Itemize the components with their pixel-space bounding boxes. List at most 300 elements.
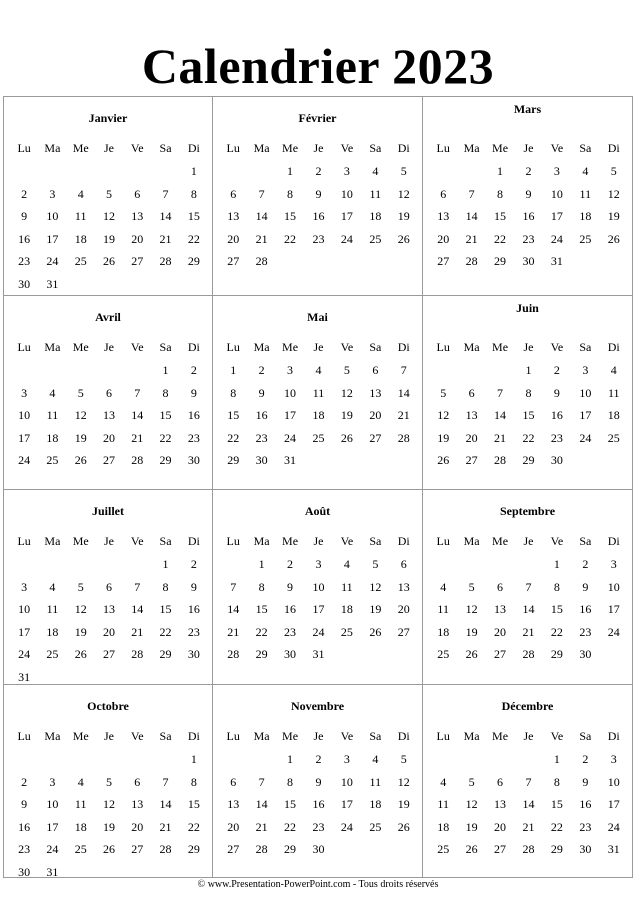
day-cell — [67, 557, 95, 580]
day-cell: 7 — [230, 579, 237, 594]
day-cell: 4 — [372, 752, 379, 766]
day-cell: 26 — [465, 647, 478, 661]
day-cell: 4 — [440, 774, 447, 789]
weekday-label: Sa — [369, 729, 382, 743]
week-row — [429, 820, 628, 843]
day-cell: 8 — [525, 385, 532, 400]
day-cell: 11 — [74, 209, 87, 223]
day-cell: 7 — [258, 186, 265, 201]
day-cell: 9 — [21, 209, 28, 223]
day-cell: 3 — [582, 363, 589, 377]
weekday-label: Di — [607, 534, 620, 548]
day-cell: 17 — [340, 797, 353, 811]
day-cell: 3 — [287, 363, 294, 377]
day-cell: 16 — [18, 819, 31, 834]
day-cell: 22 — [522, 430, 535, 445]
day-cell: 6 — [230, 186, 237, 201]
weekday-label: Lu — [436, 141, 450, 155]
day-cell: 16 — [255, 408, 268, 422]
month-name: Décembre — [501, 699, 554, 713]
week-row — [10, 209, 208, 232]
week-row — [10, 453, 208, 476]
day-cell: 4 — [372, 164, 379, 178]
day-cell: 24 — [340, 819, 353, 834]
weekday-label: Lu — [436, 729, 450, 743]
day-cell: 25 — [312, 430, 325, 445]
day-cell: 19 — [465, 624, 478, 639]
day-cell: 1 — [190, 164, 197, 178]
day-cell: 31 — [284, 453, 297, 467]
day-cell: 7 — [400, 363, 407, 377]
weekday-label: Ma — [44, 340, 61, 354]
day-cell: 21 — [494, 430, 507, 445]
day-cell — [10, 557, 38, 580]
day-cell: 25 — [369, 231, 382, 246]
day-cell: 29 — [284, 842, 297, 856]
day-cell: 14 — [397, 385, 410, 400]
day-cell: 26 — [465, 842, 478, 856]
day-cell: 13 — [227, 797, 240, 811]
day-cell: 7 — [525, 774, 532, 789]
day-cell — [361, 453, 389, 476]
month-name: Février — [298, 111, 337, 125]
day-cell: 13 — [397, 579, 410, 594]
day-cell: 13 — [131, 209, 144, 223]
weekday-label: Lu — [226, 340, 240, 354]
day-cell: 18 — [340, 602, 353, 616]
day-cell: 27 — [494, 647, 507, 661]
week-row — [10, 842, 208, 865]
day-cell: 8 — [287, 774, 294, 789]
day-cell: 30 — [18, 276, 31, 291]
month-name: Octobre — [87, 699, 129, 713]
day-cell: 12 — [397, 186, 410, 201]
day-cell: 5 — [400, 164, 407, 178]
day-cell: 26 — [102, 254, 115, 268]
weeks-list — [429, 363, 628, 476]
week-row — [219, 408, 418, 431]
day-cell: 8 — [230, 385, 237, 400]
week-row — [219, 647, 418, 670]
day-cell: 1 — [162, 363, 169, 377]
day-cell: 6 — [134, 186, 141, 201]
day-cell: 13 — [227, 209, 240, 223]
weekday-header — [10, 534, 208, 548]
day-cell: 9 — [582, 774, 589, 789]
day-cell: 3 — [343, 164, 350, 178]
day-cell: 25 — [74, 254, 87, 268]
weekday-label: Di — [187, 340, 200, 354]
weekday-label: Ma — [253, 729, 270, 743]
day-cell: 14 — [522, 797, 535, 811]
day-cell: 13 — [437, 209, 450, 223]
month-name: Avril — [95, 310, 121, 324]
day-cell: 30 — [550, 453, 563, 467]
day-cell: 30 — [187, 647, 200, 661]
day-cell: 25 — [437, 647, 450, 661]
weekday-label: Sa — [369, 141, 382, 155]
day-cell: 28 — [494, 453, 507, 467]
week-row — [219, 164, 418, 187]
day-cell — [333, 842, 361, 865]
day-cell: 21 — [131, 430, 144, 445]
day-cell: 8 — [190, 774, 197, 789]
weekday-label: Ma — [253, 534, 270, 548]
weekday-label: Me — [72, 729, 89, 743]
day-cell: 2 — [525, 164, 532, 178]
weekday-label: Je — [103, 534, 114, 548]
day-cell: 3 — [610, 557, 617, 571]
day-cell: 15 — [284, 797, 297, 811]
day-cell: 12 — [74, 602, 87, 616]
week-row — [219, 187, 418, 210]
weeks-list — [10, 557, 208, 692]
day-cell — [10, 752, 38, 775]
month-block — [4, 490, 213, 685]
day-cell: 30 — [522, 254, 535, 268]
day-cell: 17 — [18, 624, 31, 639]
day-cell: 8 — [190, 186, 197, 201]
day-cell: 30 — [187, 453, 200, 467]
day-cell — [304, 254, 332, 277]
day-cell: 21 — [522, 819, 535, 834]
day-cell: 18 — [46, 430, 59, 445]
day-cell: 14 — [255, 209, 268, 223]
day-cell: 3 — [610, 752, 617, 766]
day-cell: 18 — [312, 408, 325, 422]
day-cell — [390, 842, 418, 865]
day-cell: 25 — [369, 819, 382, 834]
day-cell: 24 — [607, 624, 620, 639]
day-cell: 6 — [134, 774, 141, 789]
weekday-label: Di — [607, 729, 620, 743]
day-cell: 2 — [582, 557, 589, 571]
day-cell: 11 — [437, 602, 449, 616]
day-cell: 22 — [227, 430, 240, 445]
week-row — [10, 363, 208, 386]
day-cell: 3 — [21, 579, 28, 594]
weekday-label: Je — [313, 729, 324, 743]
day-cell: 9 — [190, 579, 197, 594]
day-cell: 22 — [187, 819, 200, 834]
weekday-label: Di — [397, 340, 410, 354]
day-cell: 28 — [255, 254, 268, 268]
day-cell — [10, 164, 38, 187]
day-cell: 27 — [494, 842, 507, 856]
day-cell: 6 — [440, 186, 447, 201]
day-cell: 19 — [437, 430, 450, 445]
day-cell: 15 — [255, 602, 268, 616]
day-cell — [38, 557, 66, 580]
day-cell: 11 — [579, 186, 592, 201]
day-cell: 23 — [550, 430, 563, 445]
day-cell: 19 — [607, 209, 620, 223]
weekday-label: Je — [103, 729, 114, 743]
weekday-label: Ve — [340, 141, 354, 155]
day-cell: 5 — [343, 363, 350, 377]
day-cell: 7 — [497, 385, 504, 400]
day-cell: 7 — [525, 579, 532, 594]
day-cell: 8 — [287, 186, 294, 201]
month-block — [4, 97, 213, 296]
day-cell — [390, 254, 418, 277]
day-cell: 22 — [159, 624, 172, 639]
day-cell: 26 — [74, 647, 87, 661]
day-cell: 5 — [440, 385, 447, 400]
day-cell: 4 — [582, 164, 589, 178]
day-cell: 18 — [607, 408, 620, 422]
day-cell: 26 — [437, 453, 450, 467]
day-cell: 27 — [102, 647, 115, 661]
weekday-label: Me — [492, 729, 509, 743]
weekday-header — [219, 340, 418, 354]
day-cell: 5 — [105, 774, 112, 789]
weekday-label: Je — [523, 729, 534, 743]
week-row — [10, 431, 208, 454]
weeks-list — [219, 164, 418, 277]
weeks-list — [429, 557, 628, 670]
week-row — [429, 431, 628, 454]
day-cell: 29 — [187, 842, 200, 856]
day-cell — [219, 557, 247, 580]
day-cell: 3 — [343, 752, 350, 766]
day-cell — [361, 842, 389, 865]
week-row — [429, 363, 628, 386]
day-cell: 10 — [607, 579, 620, 594]
day-cell: 6 — [105, 579, 112, 594]
month-name: Janvier — [88, 111, 128, 125]
day-cell: 21 — [465, 231, 478, 246]
weekday-label: Ve — [130, 534, 144, 548]
weeks-list — [10, 164, 208, 299]
day-cell: 29 — [550, 842, 563, 856]
week-row — [429, 254, 628, 277]
day-cell: 23 — [579, 624, 592, 639]
month-name: Juillet — [92, 504, 124, 518]
day-cell: 16 — [18, 231, 31, 246]
day-cell: 15 — [159, 408, 172, 422]
day-cell: 16 — [312, 797, 325, 811]
day-cell: 15 — [187, 209, 200, 223]
day-cell: 27 — [227, 254, 240, 268]
day-cell: 13 — [494, 602, 507, 616]
day-cell — [457, 752, 485, 775]
week-row — [219, 820, 418, 843]
day-cell: 1 — [287, 752, 294, 766]
day-cell: 18 — [437, 624, 450, 639]
weekday-label: Sa — [369, 340, 382, 354]
day-cell: 14 — [159, 209, 172, 223]
copyright-footer: © www.Presentation-PowerPoint.com - Tous droits réservés — [197, 879, 439, 890]
day-cell: 12 — [74, 408, 87, 422]
day-cell: 9 — [258, 385, 265, 400]
day-cell: 17 — [18, 430, 31, 445]
day-cell: 26 — [74, 453, 87, 467]
day-cell: 28 — [255, 842, 268, 856]
week-row — [219, 254, 418, 277]
day-cell: 4 — [440, 579, 447, 594]
weekday-header — [219, 729, 418, 743]
day-cell: 11 — [607, 385, 620, 400]
day-cell: 18 — [369, 209, 382, 223]
day-cell: 6 — [105, 385, 112, 400]
day-cell: 24 — [607, 819, 620, 834]
day-cell: 19 — [102, 231, 115, 246]
day-cell: 27 — [102, 453, 115, 467]
day-cell — [429, 363, 457, 386]
day-cell: 3 — [49, 186, 56, 201]
day-cell: 16 — [284, 602, 297, 616]
day-cell: 16 — [522, 209, 535, 223]
day-cell: 5 — [77, 385, 84, 400]
day-cell: 25 — [607, 430, 620, 445]
week-row — [429, 187, 628, 210]
day-cell: 8 — [553, 774, 560, 789]
day-cell: 4 — [610, 363, 617, 377]
weekday-label: Sa — [159, 340, 172, 354]
day-cell: 7 — [162, 186, 169, 201]
weekday-label: Ve — [550, 729, 564, 743]
day-cell: 9 — [315, 774, 322, 789]
day-cell: 13 — [102, 408, 115, 422]
day-cell: 8 — [497, 186, 504, 201]
weekday-label: Di — [187, 534, 200, 548]
day-cell: 12 — [369, 579, 382, 594]
day-cell: 6 — [497, 774, 504, 789]
day-cell — [571, 453, 599, 476]
day-cell: 23 — [18, 842, 31, 856]
weekday-label: Sa — [159, 141, 172, 155]
weekday-header — [10, 340, 208, 354]
day-cell: 2 — [190, 363, 197, 377]
day-cell — [486, 557, 514, 580]
day-cell — [247, 752, 275, 775]
day-cell: 17 — [284, 408, 297, 422]
weekday-label: Ve — [550, 340, 564, 354]
day-cell: 17 — [340, 209, 353, 223]
month-block — [4, 296, 213, 490]
day-cell — [429, 557, 457, 580]
day-cell: 4 — [49, 579, 56, 594]
month-name: Mars — [513, 102, 542, 116]
weekday-label: Di — [187, 729, 200, 743]
day-cell: 26 — [369, 624, 382, 639]
day-cell — [247, 164, 275, 187]
day-cell: 28 — [131, 647, 144, 661]
day-cell: 30 — [579, 647, 592, 661]
day-cell: 28 — [227, 647, 240, 661]
day-cell: 14 — [494, 408, 507, 422]
day-cell: 20 — [131, 231, 144, 246]
day-cell: 22 — [187, 231, 200, 246]
day-cell — [361, 254, 389, 277]
day-cell: 14 — [159, 797, 172, 811]
day-cell: 29 — [550, 647, 563, 661]
day-cell: 22 — [550, 624, 563, 639]
day-cell: 1 — [553, 557, 560, 571]
day-cell: 26 — [102, 842, 115, 856]
weekday-label: Lu — [17, 729, 31, 743]
month-block — [213, 296, 423, 490]
day-cell: 1 — [497, 164, 504, 178]
month-block — [423, 685, 632, 877]
day-cell: 30 — [284, 647, 297, 661]
day-cell — [95, 164, 123, 187]
day-cell: 20 — [131, 819, 144, 834]
day-cell: 31 — [550, 254, 563, 268]
month-block — [423, 490, 632, 685]
weekday-label: Me — [72, 340, 89, 354]
day-cell — [38, 164, 66, 187]
day-cell: 15 — [550, 797, 563, 811]
week-row — [429, 797, 628, 820]
week-row — [429, 602, 628, 625]
day-cell: 24 — [579, 430, 592, 445]
day-cell: 5 — [468, 774, 475, 789]
month-block — [213, 685, 423, 877]
day-cell: 24 — [18, 453, 31, 467]
day-cell: 28 — [159, 842, 172, 856]
day-cell: 18 — [74, 819, 87, 834]
day-cell: 18 — [74, 231, 87, 246]
weekday-label: Sa — [579, 534, 592, 548]
day-cell: 9 — [21, 797, 28, 811]
week-row — [10, 557, 208, 580]
day-cell: 23 — [187, 430, 200, 445]
weekday-header — [429, 534, 628, 548]
day-cell: 11 — [46, 408, 59, 422]
day-cell: 2 — [287, 557, 294, 571]
day-cell — [457, 363, 485, 386]
day-cell: 10 — [284, 385, 297, 400]
day-cell: 10 — [607, 774, 620, 789]
day-cell: 29 — [255, 647, 268, 661]
day-cell: 12 — [437, 408, 450, 422]
weekday-label: Lu — [436, 340, 450, 354]
weekday-label: Ma — [44, 534, 61, 548]
weekday-label: Lu — [17, 340, 31, 354]
month-block — [213, 97, 423, 296]
day-cell: 5 — [610, 164, 617, 178]
day-cell: 19 — [465, 819, 478, 834]
day-cell: 24 — [18, 647, 31, 661]
day-cell: 8 — [553, 579, 560, 594]
weekday-label: Me — [282, 534, 299, 548]
weekday-label: Sa — [159, 729, 172, 743]
day-cell: 16 — [312, 209, 325, 223]
day-cell: 12 — [397, 774, 410, 789]
day-cell: 31 — [18, 669, 31, 684]
day-cell: 26 — [607, 231, 620, 246]
weekday-label: Lu — [226, 141, 240, 155]
day-cell: 28 — [397, 430, 410, 445]
day-cell: 23 — [284, 624, 297, 639]
week-row — [429, 164, 628, 187]
weeks-list — [429, 752, 628, 865]
day-cell: 23 — [579, 819, 592, 834]
day-cell: 21 — [397, 408, 410, 422]
day-cell: 17 — [46, 819, 59, 834]
weekday-label: Di — [187, 141, 200, 155]
day-cell: 31 — [46, 864, 59, 879]
day-cell: 13 — [102, 602, 115, 616]
weekday-label: Me — [72, 141, 89, 155]
day-cell: 17 — [607, 602, 620, 616]
day-cell: 29 — [159, 647, 172, 661]
weekday-label: Ve — [130, 729, 144, 743]
weekday-label: Je — [103, 340, 114, 354]
day-cell: 27 — [437, 254, 450, 268]
